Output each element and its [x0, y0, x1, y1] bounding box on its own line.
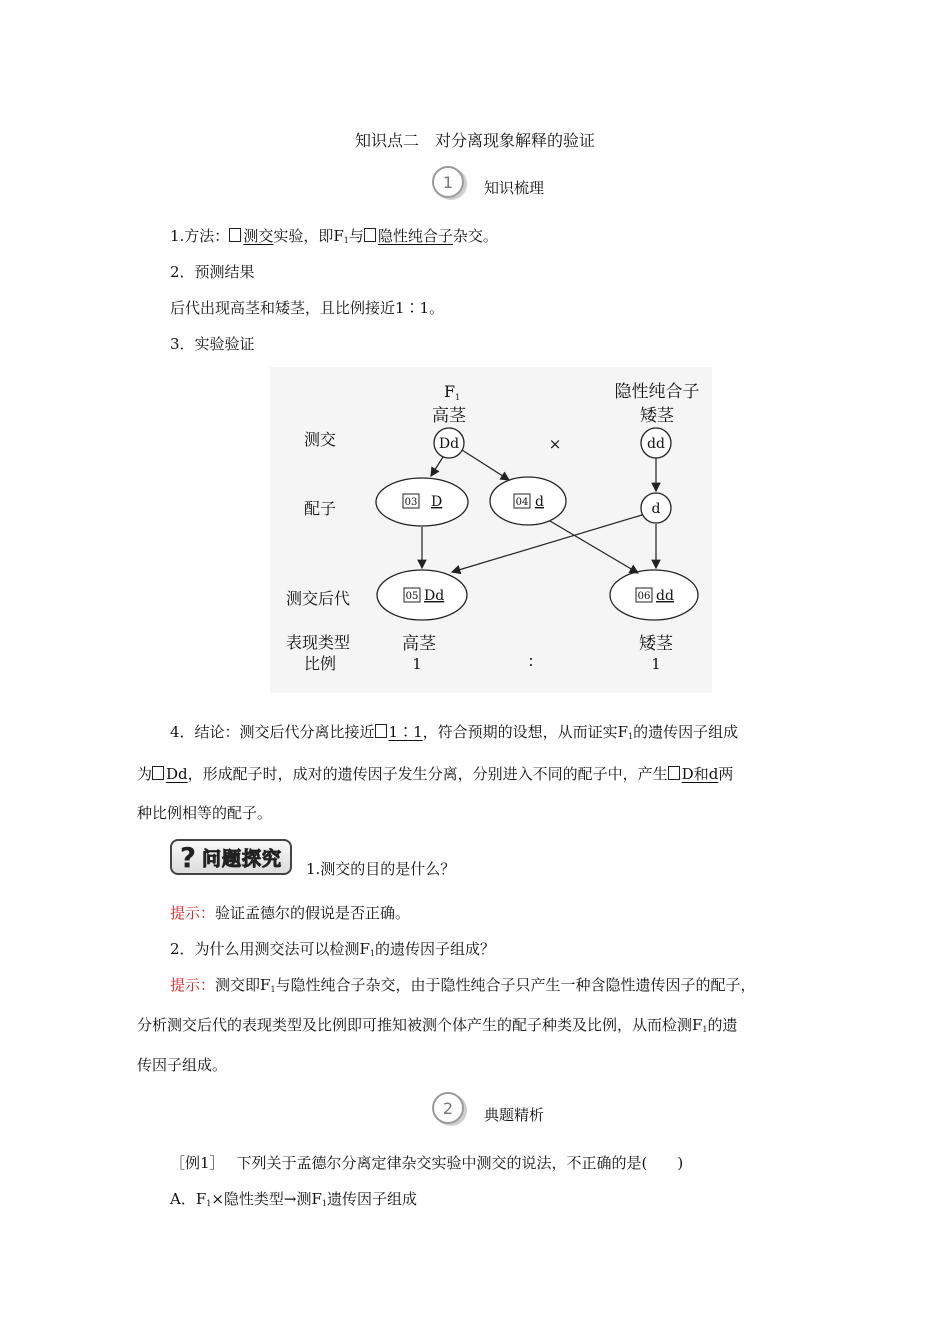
- parent1-genotype: Dd: [438, 436, 460, 452]
- row-label-offspring: 测交后代: [286, 589, 351, 608]
- section-heading-knowledge: 知识梳理: [484, 179, 545, 197]
- row-label-testcross: 测交: [304, 430, 337, 449]
- item-prediction-heading: 2．预测结果: [170, 263, 255, 281]
- arrow-parent1-to-D: [431, 457, 443, 476]
- section-heading-examples: 典题精析: [484, 1106, 545, 1124]
- offspring-Dd-number: 05: [405, 591, 419, 602]
- parent1-phenotype: 高茎: [432, 406, 466, 426]
- ratio-tall: 1: [412, 655, 422, 673]
- question-explore-badge: [170, 839, 292, 875]
- answer-box-icon: [152, 766, 164, 780]
- hint-label: 提示：: [170, 904, 216, 922]
- gamete-d2: d: [651, 501, 661, 517]
- item-prediction-body: 后代出现高茎和矮茎，且比例接近1∶1。: [170, 299, 445, 317]
- answer-2-line-3: 传因子组成。: [137, 1056, 228, 1074]
- offspring-Dd: Dd: [424, 588, 445, 604]
- conclusion-line-2: 为 Dd，形成配子时，成对的遗传因子发生分离，分别进入不同的配子中，产生 D和d两: [137, 765, 734, 783]
- answer-gametes: D和d: [681, 765, 719, 783]
- section-number-1-icon: 1: [432, 166, 464, 198]
- offspring-Dd-ellipse: [377, 570, 467, 620]
- question-mark-icon: ?: [179, 840, 197, 874]
- section-title: 知识点二 对分离现象解释的验证: [354, 131, 595, 150]
- section-number-2-icon: 2: [432, 1092, 464, 1124]
- ratio-short: 1: [651, 655, 661, 673]
- answer-box-icon: [229, 228, 241, 242]
- recessive-label: 隐性纯合子: [614, 382, 700, 402]
- gamete-d1-number: 04: [515, 497, 529, 508]
- arrow-parent1-to-d: [462, 450, 509, 480]
- gamete-D: D: [431, 494, 443, 510]
- offspring-dd-ellipse: [610, 570, 698, 620]
- answer-box-icon: [375, 724, 387, 738]
- item-verification-heading: 3．实验验证: [170, 335, 255, 353]
- question-1: 1.测交的目的是什么？: [306, 860, 456, 878]
- answer-genotype: Dd: [166, 765, 188, 783]
- answer-box-icon: [668, 766, 680, 780]
- conclusion-line-1: 4．结论：测交后代分离比接近 1∶1，符合预期的设想，从而证实$F_1$的遗传因子组成: [170, 723, 739, 741]
- answer-1: 提示：验证孟德尔的假说是否正确。: [170, 904, 411, 922]
- option-a: A．$F_1\times$隐性类型→测$F_1$遗传因子组成: [170, 1190, 417, 1208]
- badge-label: 问题探究: [202, 847, 283, 870]
- parent2-genotype: dd: [647, 436, 665, 452]
- offspring-phenotype-tall: 高茎: [402, 634, 436, 654]
- hint-label: 提示：: [170, 976, 216, 994]
- question-2: 2．为什么用测交法可以检测$F_1$的遗传因子组成？: [170, 940, 496, 958]
- parent2-phenotype: 矮茎: [640, 406, 674, 426]
- conclusion-line-3: 种比例相等的配子。: [137, 804, 273, 822]
- gamete-d1: d: [535, 494, 544, 510]
- answer-2-line-1: 提示：测交即$F_1$与隐性纯合子杂交，由于隐性纯合子只产生一种含隐性遗传因子的配子，: [170, 976, 756, 994]
- method-label: 1.方法：: [170, 227, 230, 245]
- gamete-D-ellipse: [376, 478, 468, 526]
- item-method: 1.方法： 测交实验，即$F_1$与 隐性纯合子杂交。: [170, 227, 498, 245]
- ratio-colon: ∶: [529, 653, 533, 671]
- example-tag: ［例1］: [170, 1154, 225, 1172]
- offspring-phenotype-short: 矮茎: [639, 634, 673, 654]
- row-label-phenotype: 表现类型: [286, 633, 351, 652]
- gamete-D-number: 03: [404, 497, 418, 508]
- answer-box-icon: [364, 228, 376, 242]
- row-label-gamete: 配子: [304, 499, 337, 518]
- example-1-stem: ［例1］ 下列关于孟德尔分离定律杂交实验中测交的说法，不正确的是( ): [170, 1154, 684, 1172]
- cross-symbol: ×: [548, 435, 562, 453]
- testcross-diagram: [270, 367, 712, 693]
- answer-testcross: 测交: [243, 227, 274, 245]
- row-label-ratio: 比例: [304, 654, 337, 673]
- offspring-dd-number: 06: [637, 591, 651, 602]
- arrow-d2-to-Dd: [452, 515, 642, 572]
- f1-label: F1: [444, 382, 461, 402]
- answer-2-line-2: 分析测交后代的表现类型及比例即可推知被测个体产生的配子种类及比例，从而检测$F_1$的遗: [137, 1016, 738, 1034]
- offspring-dd: dd: [656, 588, 674, 604]
- answer-ratio: 1∶1: [388, 723, 423, 741]
- answer-recessive: 隐性纯合子: [377, 227, 453, 245]
